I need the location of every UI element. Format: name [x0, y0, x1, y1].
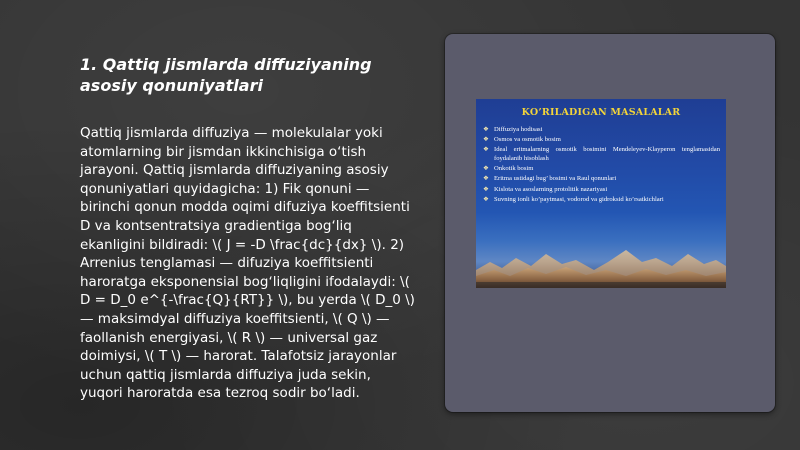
diamond-bullet-icon: ❖ [483, 185, 489, 193]
diamond-bullet-icon: ❖ [483, 126, 489, 133]
list-item-text: Diffuziya hodisasi [494, 126, 543, 133]
slide-body-text: Qattiq jismlarda diffuziya — molekulalar yoki atomlarning bir jismdan ikkinchisiga oʻtish jarayoni. Qattiq jismlarda diffuziyaning asosiy qonuniyatlari quyidagicha: 1) Fik qonuni — birinchi qonun modda oqimi difuziya koeffitsienti D va kontsentratsiya gradientiga bogʻliq ekanligini bildiradi: \( J = -D \frac{dc}{dx} \). 2) Arrenius tenglamasi — difuziya koeffitsienti haroratga eksponensial bogʻliqligini ifodalaydi: \( D = D_0 e^{-\frac{Q}{RT}} \), bu yerda \( D_0 \) — maksimdyal diffuziya koeffitsienti, \( Q \) — faollanish energiyasi, \( R \) — universal gaz doimiysi, \( T \) — harorat. Talafotsiz jarayonlar uchun qattiq jismlarda diffuziya juda sekin, yuqori haroratda esa tezroq sodir boʻladi. [80, 125, 415, 402]
diamond-bullet-icon: ❖ [483, 165, 489, 173]
list-item [482, 196, 720, 205]
embedded-slide-title: KO’RILADIGAN MASALALAR [521, 107, 681, 118]
list-item [482, 146, 720, 163]
embedded-topic-list [482, 126, 720, 206]
list-item-text: Eritma ustidagi bug’ bosimi va Raul qonunlari [494, 175, 617, 183]
diamond-bullet-icon: ❖ [483, 175, 489, 183]
list-item-text: Osmos va osmotik bosim [494, 136, 561, 144]
list-item-text: Ideal eritmalarning osmotik bosimini Mendeleyev-Klayperon tenglamasidan foydalanib hisoblash [494, 146, 720, 162]
diamond-bullet-icon: ❖ [483, 136, 489, 144]
diamond-bullet-icon: ❖ [483, 146, 489, 154]
list-item [482, 136, 720, 145]
image-card [445, 34, 775, 412]
list-item [482, 126, 720, 135]
diamond-bullet-icon: ❖ [483, 195, 489, 203]
list-item [482, 186, 720, 195]
slide-title: 1. Qattiq jismlarda diffuziyaning asosiy qonuniyatlari [80, 55, 372, 95]
embedded-slide-image [476, 99, 726, 288]
mountain-landscape-icon [476, 240, 726, 288]
list-item [482, 165, 720, 174]
list-item-text: Kislota va asoslarning protolitik nazariyasi [494, 185, 608, 193]
list-item-text: Onkotik bosim [494, 165, 534, 173]
list-item [482, 175, 720, 184]
list-item-text: Suvning ionli ko’paytmasi, vodorod va gidroksid ko’rsatkichlari [494, 195, 664, 203]
